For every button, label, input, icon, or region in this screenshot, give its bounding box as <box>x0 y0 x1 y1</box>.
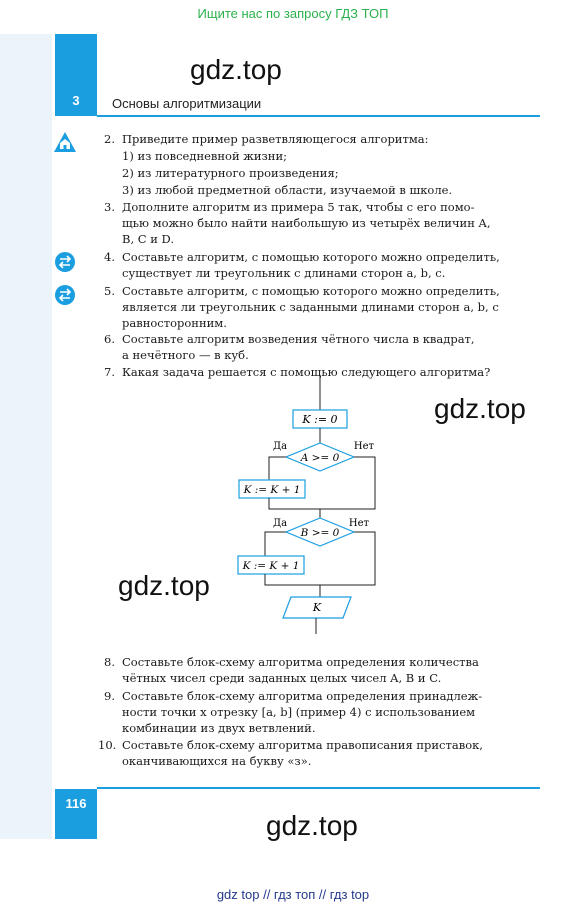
question-text: чётных чисел среди заданных целых чисел A, B и C. <box>122 671 442 685</box>
footer-rule <box>97 787 540 789</box>
question-text: Составьте алгоритм, с помощью которого можно определить, <box>122 284 500 298</box>
watermark: gdz.top <box>190 54 282 85</box>
flow-line <box>265 532 286 556</box>
question-text: оканчивающихся на букву «з». <box>122 754 312 768</box>
assign-block-label: K := 0 <box>302 413 338 426</box>
question-text: существует ли треугольник с длинами сторон a, b, c. <box>122 266 446 280</box>
increment-block-label: K := K + 1 <box>242 560 300 572</box>
left-margin-strip <box>0 34 52 839</box>
bottom-banner: gdz top // гдз топ // гдз top <box>216 887 370 902</box>
watermark: gdz.top <box>434 393 526 424</box>
question-text: Какая задача решается с помощью следующего алгоритма? <box>122 365 491 379</box>
question-5 <box>104 283 540 299</box>
header-rule <box>97 115 540 117</box>
question-text: Составьте алгоритм возведения чётного числа в квадрат, <box>122 332 475 346</box>
decision-block-label: A >= 0 <box>300 452 340 464</box>
list-item: 2) из литературного произведения; <box>122 166 339 180</box>
flow-line <box>265 574 320 585</box>
watermark: gdz.top <box>266 810 358 841</box>
yes-label: Да <box>272 518 288 529</box>
increment-block-label: K := K + 1 <box>243 484 301 496</box>
question-8 <box>104 654 540 670</box>
list-item: 1) из повседневной жизни; <box>122 149 288 163</box>
chapter-number: 3 <box>72 93 80 108</box>
house-triangle-icon <box>53 131 77 153</box>
chapter-title: Основы алгоритмизации <box>112 96 262 111</box>
question-text: Приведите пример разветвляющегося алгоритма: <box>122 132 429 146</box>
question-2 <box>104 131 540 147</box>
question-number: 8. <box>104 655 115 669</box>
flow-line <box>269 498 320 509</box>
question-number: 3. <box>104 200 115 214</box>
question-3 <box>104 199 540 215</box>
question-text: Составьте блок-схему алгоритма определения принадлеж- <box>122 689 483 703</box>
question-text: B, C и D. <box>122 232 175 246</box>
page-number: 116 <box>65 796 87 811</box>
question-text: ности точки x отрезку [a, b] (пример 4) с использованием <box>122 705 476 719</box>
question-text: является ли треугольник с заданными длинами сторон a, b, c <box>122 300 499 314</box>
question-number: 6. <box>104 332 115 346</box>
question-10 <box>98 737 540 753</box>
list-item: 3) из любой предметной области, изучаемой в школе. <box>122 183 453 197</box>
output-block-label: K <box>312 601 322 614</box>
question-text: а нечётного — в куб. <box>122 348 249 362</box>
question-text: Дополните алгоритм из примера 5 так, чтобы с его помо- <box>122 200 475 214</box>
question-number: 4. <box>104 250 115 264</box>
question-text: щью можно было найти наибольшую из четырёх величин A, <box>122 216 491 230</box>
swap-arrows-icon <box>55 252 75 272</box>
question-text: Составьте блок-схему алгоритма правописания приставок, <box>122 738 483 752</box>
no-label: Нет <box>348 518 370 529</box>
question-6 <box>104 331 540 347</box>
watermark: gdz.top <box>118 570 210 601</box>
question-text: Составьте алгоритм, с помощью которого можно определить, <box>122 250 500 264</box>
algorithm-flowchart <box>225 376 385 638</box>
yes-label: Да <box>272 441 288 452</box>
question-text: равносторонним. <box>122 316 227 330</box>
top-banner: Ищите нас по запросу ГДЗ ТОП <box>197 6 389 21</box>
no-label: Нет <box>353 441 375 452</box>
question-number: 7. <box>104 365 115 379</box>
question-number: 5. <box>104 284 115 298</box>
flow-line <box>269 457 286 480</box>
question-text: комбинации из двух ветвлений. <box>122 721 316 735</box>
question-number: 2. <box>104 132 115 146</box>
question-4 <box>104 249 540 265</box>
question-9 <box>104 688 540 704</box>
decision-block-label: B >= 0 <box>300 527 340 539</box>
question-number: 9. <box>104 689 115 703</box>
question-number: 10. <box>98 738 117 752</box>
question-text: Составьте блок-схему алгоритма определения количества <box>122 655 479 669</box>
swap-arrows-icon <box>55 285 75 305</box>
